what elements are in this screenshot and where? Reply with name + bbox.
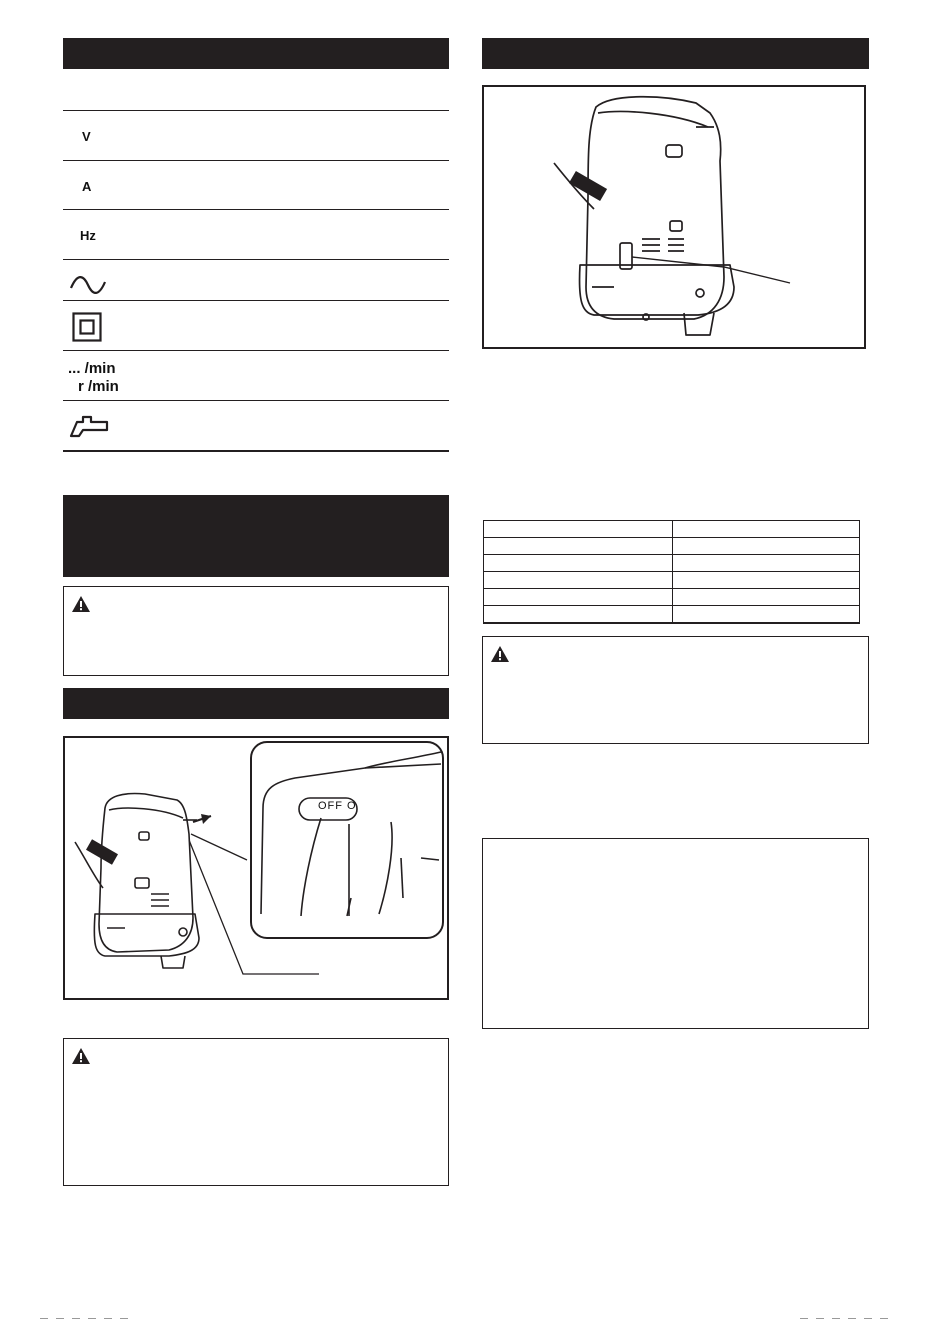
speed-section-header-bar — [482, 38, 869, 69]
speed-table — [483, 520, 860, 624]
safety-header-bar — [63, 495, 449, 577]
impact-rate-symbol: ... /min — [68, 360, 116, 377]
switch-section-header-bar — [63, 688, 449, 719]
warning-icon — [490, 645, 510, 663]
symbol-row-speed — [63, 351, 449, 401]
table-row — [484, 538, 860, 555]
symbol-row-blank — [63, 69, 449, 111]
double-insulation-icon — [72, 312, 102, 342]
symbol-row-hertz — [63, 210, 449, 260]
ac-current-icon — [69, 276, 107, 294]
speed-dial-figure — [482, 85, 866, 349]
warning-box-1 — [63, 586, 449, 676]
switch-position-label: OFF O — [318, 800, 357, 812]
warning-box-3 — [482, 636, 869, 744]
note-box — [482, 838, 869, 1029]
volt-symbol: V — [82, 129, 91, 144]
symbol-row-ampere — [63, 161, 449, 210]
symbol-row-class2 — [63, 301, 449, 351]
tool-with-speed-dial-illustration — [484, 87, 864, 347]
hertz-symbol: Hz — [80, 228, 96, 243]
switch-action-figure — [63, 736, 449, 1000]
tool-with-switch-illustration — [65, 738, 447, 998]
warning-icon — [71, 1047, 91, 1065]
symbol-row-volt — [63, 111, 449, 161]
table-row — [484, 589, 860, 606]
hammer-icon — [69, 414, 109, 438]
table-row — [484, 606, 860, 624]
symbol-row-hammer — [63, 401, 449, 452]
table-row — [484, 572, 860, 589]
warning-box-2 — [63, 1038, 449, 1186]
rotation-rate-symbol: r /min — [78, 378, 119, 395]
table-row — [484, 521, 860, 538]
ampere-symbol: A — [82, 179, 92, 194]
table-row — [484, 555, 860, 572]
symbols-header-bar — [63, 38, 449, 69]
symbol-row-ac — [63, 260, 449, 301]
warning-icon — [71, 595, 91, 613]
